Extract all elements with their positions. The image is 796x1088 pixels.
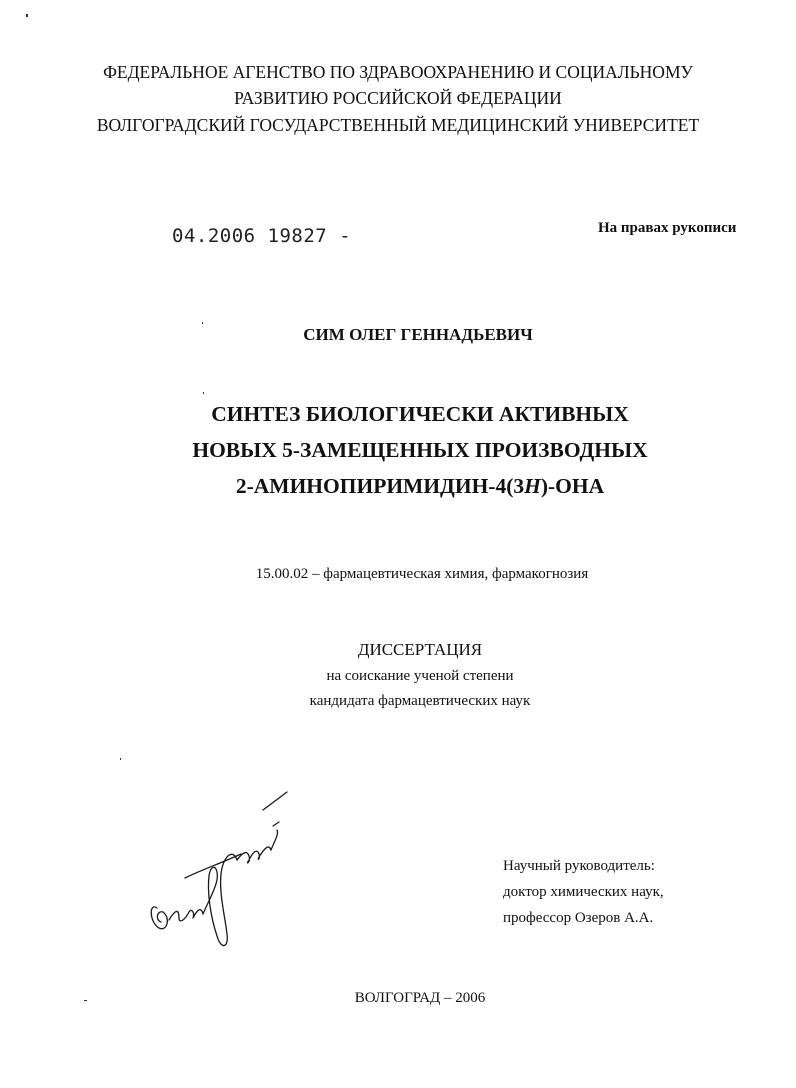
org-line-3: ВОЛГОГРАДСКИЙ ГОСУДАРСТВЕННЫЙ МЕДИЦИНСКИЙ УНИВЕРСИТЕТ: [96, 115, 700, 135]
title-line-3-suffix: )-ОНА: [540, 474, 605, 498]
author-name: СИМ ОЛЕГ ГЕННАДЬЕВИЧ: [303, 325, 533, 344]
degree-line-1: на соискание ученой степени: [326, 668, 514, 684]
specialty-code: 15.00.02 – фармацевтическая химия, фармакогнозия: [255, 566, 589, 582]
org-line-1: ФЕДЕРАЛЬНОЕ АГЕНСТВО ПО ЗДРАВООХРАНЕНИЮ И СОЦИАЛЬНОМУ: [103, 62, 693, 82]
org-line-2: РАЗВИТИЮ РОССИЙСКОЙ ФЕДЕРАЦИИ: [234, 88, 562, 108]
handwritten-signature: [145, 790, 305, 960]
document-type: ДИССЕРТАЦИЯ: [357, 640, 483, 659]
registration-number: [172, 225, 351, 247]
scan-speck: [203, 392, 204, 394]
city-year: ВОЛГОГРАД – 2006: [354, 990, 486, 1006]
scan-speck: [84, 1000, 87, 1001]
registration-dash: -: [327, 225, 352, 247]
scan-speck: [202, 322, 203, 324]
supervisor-degree: доктор химических наук,: [503, 884, 664, 900]
registration-number-text: 04.2006 19827: [172, 225, 328, 247]
title-line-3-prefix: 2-АМИНОПИРИМИДИН-4(3: [235, 474, 525, 498]
title-line-3: [22, 474, 796, 499]
scan-speck: [120, 758, 121, 760]
degree-line-2: кандидата фармацевтических наук: [309, 693, 531, 709]
title-line-1: СИНТЕЗ БИОЛОГИЧЕСКИ АКТИВНЫХ: [211, 402, 629, 426]
scan-speck: [26, 14, 28, 17]
title-line-3-italic: Н: [524, 474, 541, 498]
supervisor-name: профессор Озеров А.А.: [503, 910, 654, 926]
supervisor-label: Научный руководитель:: [503, 858, 655, 874]
rights-note: На правах рукописи: [598, 220, 737, 236]
title-line-2: НОВЫХ 5-ЗАМЕЩЕННЫХ ПРОИЗВОДНЫХ: [192, 438, 648, 462]
